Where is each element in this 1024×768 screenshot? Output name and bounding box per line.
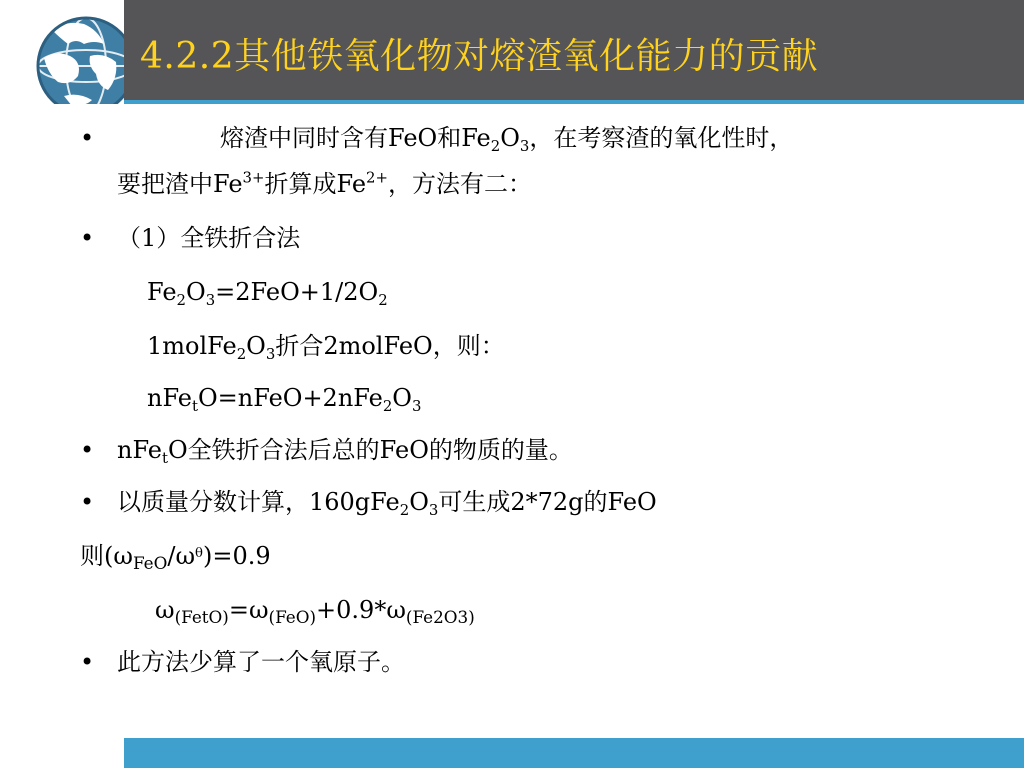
page-title: 4.2.2其他铁氧化物对熔渣氧化能力的贡献: [140, 36, 819, 77]
footer-bar: [124, 738, 1024, 768]
paragraph-line: 要把渣中$Fe^{3+}$折算成$Fe^{2+}$，方法有二：: [117, 168, 532, 198]
equation-line: $1molFe_2O_3$折合2molFeO，则：: [147, 332, 505, 364]
header-divider: [124, 100, 1024, 104]
equation-line: $nFe_tO=nFeO+2nFe_2O_3$: [147, 384, 422, 416]
formula-line: $\omega_{(FetO)}=\omega_{(FeO)}+0.9*\omega_{(Fe2O3)}$: [155, 596, 475, 628]
bullet-marker: •: [80, 488, 95, 516]
globe-icon: [0, 0, 124, 104]
paragraph-line: 此方法少算了一个氧原子。: [117, 648, 405, 676]
formula-line: 则$(\omega_{FeO}/\omega^\theta)=0.9$: [80, 542, 271, 574]
equation-line: $Fe_2O_3=2FeO+1/2O_2$: [147, 278, 388, 310]
paragraph-line: 熔渣中同时含有FeO和$Fe_2O_3$，在考察渣的氧化性时，: [220, 124, 794, 156]
bullet-marker: •: [80, 436, 95, 464]
paragraph-line: 以质量分数计算，$160gFe_2O_3$可生成2*72g的FeO: [117, 488, 657, 520]
paragraph-line: nFe$_t$O全铁折合法后总的FeO的物质的量。: [117, 436, 573, 468]
paragraph-line: （1）全铁折合法: [117, 224, 301, 252]
bullet-marker: •: [80, 124, 95, 152]
bullet-marker: •: [80, 648, 95, 676]
bullet-marker: •: [80, 224, 95, 252]
logo: [0, 0, 124, 104]
